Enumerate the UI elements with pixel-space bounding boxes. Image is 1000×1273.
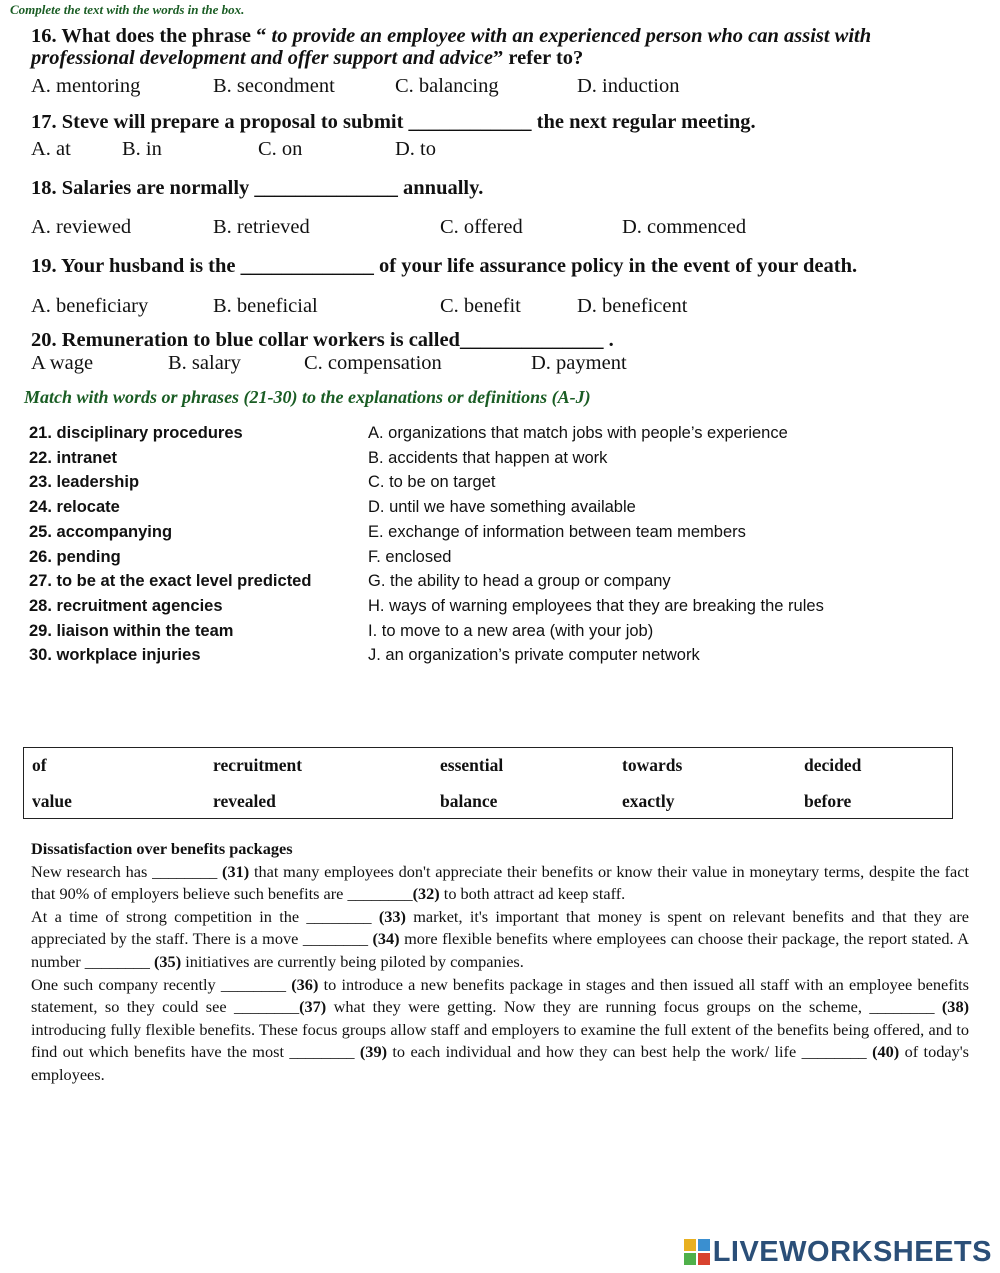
q18-option-a[interactable]: A. reviewed: [31, 216, 132, 238]
q17-option-b[interactable]: B. in: [122, 138, 162, 160]
q19-option-b[interactable]: B. beneficial: [213, 295, 318, 317]
match-definition-e[interactable]: E. exchange of information between team members: [368, 523, 746, 541]
match-definition-f[interactable]: F. enclosed: [368, 548, 452, 566]
q20-option-c[interactable]: C. compensation: [304, 352, 442, 374]
word-box: [23, 747, 953, 819]
match-definition-j[interactable]: J. an organization’s private computer network: [368, 646, 700, 664]
match-definition-c[interactable]: C. to be on target: [368, 473, 496, 491]
match-term-24[interactable]: 24. relocate: [29, 498, 120, 516]
q20-option-b[interactable]: B. salary: [168, 352, 241, 374]
match-term-21[interactable]: 21. disciplinary procedures: [29, 424, 243, 442]
match-definition-i[interactable]: I. to move to a new area (with your job): [368, 622, 654, 640]
q18-option-b[interactable]: B. retrieved: [213, 216, 310, 238]
gap-32[interactable]: (32): [412, 884, 440, 904]
instruction-top: Complete the text with the words in the box.: [10, 2, 245, 17]
word-box-item: before: [804, 791, 852, 811]
q16-option-d[interactable]: D. induction: [577, 75, 680, 97]
gap-35[interactable]: (35): [154, 951, 182, 971]
word-box-item: value: [32, 791, 72, 811]
q19-option-c[interactable]: C. benefit: [440, 295, 521, 317]
passage-paragraph-2: At a time of strong competition in the ________ (33) market, it's important that money is spent on relevant benefits and that they are appreciated by the staff. There is a move ________ (34) more flexible benefits where employees can choose their package, the report stated. A number ________ (35) initiatives are currently being piloted by companies.: [31, 906, 969, 971]
match-definition-d[interactable]: D. until we have something available: [368, 498, 636, 516]
liveworksheets-logo-icon: [684, 1239, 710, 1265]
word-box-item: revealed: [213, 791, 276, 811]
word-box-item: decided: [804, 755, 862, 775]
q16-text-b: to provide an employee with an experienced person who can assist with: [271, 25, 872, 47]
q16-text-c: professional development and offer support and advice: [31, 47, 493, 69]
question-20: 20. Remuneration to blue collar workers is called______________ .: [31, 329, 614, 351]
q19-option-d[interactable]: D. beneficent: [577, 295, 688, 317]
match-term-22[interactable]: 22. intranet: [29, 449, 118, 467]
gap-31[interactable]: (31): [222, 861, 250, 881]
gap-40[interactable]: (40): [872, 1042, 900, 1062]
match-definition-h[interactable]: H. ways of warning employees that they are breaking the rules: [368, 597, 824, 615]
word-box-item: balance: [440, 791, 498, 811]
word-box-item: towards: [622, 755, 683, 775]
question-16-line2: [31, 47, 583, 70]
q18-option-c[interactable]: C. offered: [440, 216, 523, 238]
gap-33[interactable]: (33): [378, 906, 406, 926]
match-term-30[interactable]: 30. workplace injuries: [29, 646, 201, 664]
question-18: 18. Salaries are normally ______________ annually.: [31, 177, 484, 199]
q17-option-c[interactable]: C. on: [258, 138, 303, 160]
match-term-23[interactable]: 23. leadership: [29, 473, 140, 491]
passage-paragraph-3: One such company recently ________ (36) to introduce a new benefits package in stages and then issued all staff with an employee benefits statement, so they could see ________(37) what they were getting. Now they are running focus groups on the scheme, ________ (38) introducing fully flexible benefits. These focus groups allow staff and employers to examine the full extent of the benefits being offered, and to find out which benefits have the most ________ (39) to each individual and how they can best help the work/ life ________ (40) of today's employees.: [31, 974, 970, 1084]
gap-34[interactable]: (34): [372, 929, 400, 949]
q16-option-c[interactable]: C. balancing: [395, 75, 499, 97]
match-definition-a[interactable]: A. organizations that match jobs with people’s experience: [368, 424, 788, 442]
question-16: [31, 25, 871, 48]
match-term-27[interactable]: 27. to be at the exact level predicted: [29, 572, 312, 590]
match-term-29[interactable]: 29. liaison within the team: [29, 622, 234, 640]
gap-37[interactable]: (37): [299, 997, 327, 1017]
watermark-text: LIVEWORKSHEETS: [712, 1235, 992, 1268]
q17-option-a[interactable]: A. at: [31, 138, 71, 160]
match-definition-b[interactable]: B. accidents that happen at work: [368, 449, 608, 467]
passage-title: Dissatisfaction over benefits packages: [31, 839, 293, 858]
gap-39[interactable]: (39): [359, 1042, 388, 1062]
match-heading: Match with words or phrases (21-30) to the explanations or definitions (A-J): [24, 387, 591, 407]
word-box-item: recruitment: [213, 755, 303, 775]
q16-text-d: ” refer to?: [493, 47, 584, 69]
gap-36[interactable]: (36): [291, 974, 319, 994]
word-box-item: exactly: [622, 791, 675, 811]
q19-option-a[interactable]: A. beneficiary: [31, 295, 149, 317]
reading-passage: [31, 838, 969, 1087]
match-term-26[interactable]: 26. pending: [29, 548, 121, 566]
match-definition-g[interactable]: G. the ability to head a group or company: [368, 572, 671, 590]
q16-text-a: 16. What does the phrase “: [31, 25, 272, 47]
passage-paragraph-1: New research has ________ (31) that many employees don't appreciate their benefits or know their value in moneytary terms, despite the fact that 90% of employers believe such benefits are ________(32) to both attract ad keep staff.: [31, 861, 970, 904]
match-term-28[interactable]: 28. recruitment agencies: [29, 597, 223, 615]
gap-38[interactable]: (38): [941, 997, 970, 1017]
question-17: 17. Steve will prepare a proposal to submit ____________ the next regular meeting.: [31, 111, 756, 133]
q16-option-a[interactable]: A. mentoring: [31, 75, 141, 97]
word-box-item: of: [32, 755, 47, 775]
word-box-item: essential: [440, 755, 504, 775]
question-19: 19. Your husband is the _____________ of your life assurance policy in the event of your death.: [31, 255, 858, 277]
q20-option-a[interactable]: A wage: [31, 352, 94, 374]
match-term-25[interactable]: 25. accompanying: [29, 523, 173, 541]
q18-option-d[interactable]: D. commenced: [622, 216, 747, 238]
q16-option-b[interactable]: B. secondment: [213, 75, 335, 97]
liveworksheets-logo: [684, 1236, 992, 1268]
q20-option-d[interactable]: D. payment: [531, 352, 627, 374]
q17-option-d[interactable]: D. to: [395, 138, 436, 160]
